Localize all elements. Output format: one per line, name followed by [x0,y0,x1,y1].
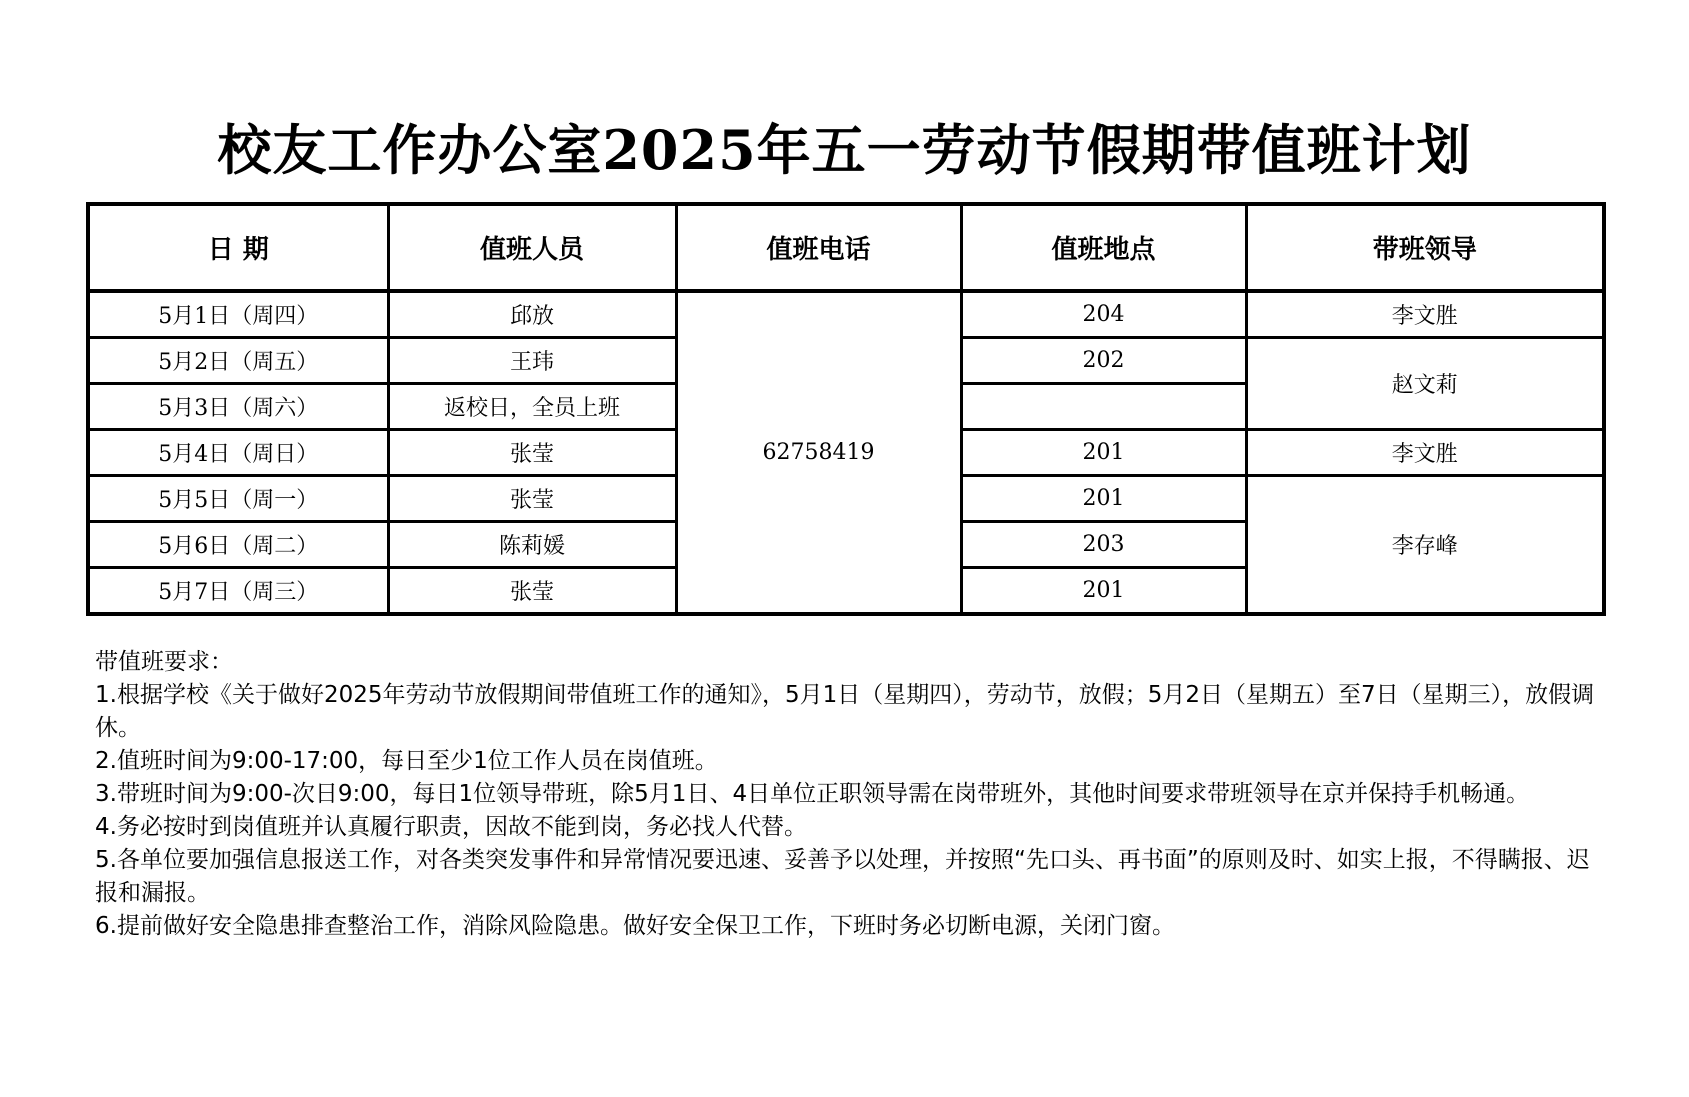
header-staff: 值班人员 [388,204,676,291]
date-cell: 5月4日（周日） [88,430,388,476]
location-cell: 204 [961,291,1246,338]
duty-schedule-table [86,202,1606,616]
location-cell: 202 [961,338,1246,384]
header-phone: 值班电话 [676,204,961,291]
duty-requirements [95,646,1610,943]
date-cell: 5月1日（周四） [88,291,388,338]
table-row [88,291,1604,338]
staff-cell: 王玮 [388,338,676,384]
leader-cell: 李存峰 [1246,476,1604,615]
date-cell: 5月5日（周一） [88,476,388,522]
header-date: 日 期 [88,204,388,291]
requirement-item: 4.务必按时到岗值班并认真履行职责，因故不能到岗，务必找人代替。 [95,814,807,840]
leader-cell: 赵文莉 [1246,338,1604,430]
header-leader: 带班领导 [1246,204,1604,291]
location-cell: 203 [961,522,1246,568]
requirement-item: 2.值班时间为9:00-17:00，每日至少1位工作人员在岗值班。 [95,748,718,774]
leader-cell: 李文胜 [1246,430,1604,476]
staff-cell: 张莹 [388,430,676,476]
phone-cell: 62758419 [676,291,961,614]
requirement-item: 1.根据学校《关于做好2025年劳动节放假期间带值班工作的通知》，5月1日（星期四），劳动节，放假；5月2日（星期五）至7日（星期三），放假调休。 [95,682,1595,741]
staff-cell: 张莹 [388,568,676,615]
date-cell: 5月7日（周三） [88,568,388,615]
location-cell: 201 [961,430,1246,476]
requirements-heading: 带值班要求： [95,649,233,675]
staff-cell: 返校日，全员上班 [388,384,676,430]
location-cell [961,384,1246,430]
location-cell: 201 [961,476,1246,522]
date-cell: 5月3日（周六） [88,384,388,430]
staff-cell: 张莹 [388,476,676,522]
requirement-item: 3.带班时间为9:00-次日9:00，每日1位领导带班，除5月1日、4日单位正职领导需在岗带班外，其他时间要求带班领导在京并保持手机畅通。 [95,781,1530,807]
date-cell: 5月6日（周二） [88,522,388,568]
date-cell: 5月2日（周五） [88,338,388,384]
staff-cell: 邱放 [388,291,676,338]
location-cell: 201 [961,568,1246,615]
staff-cell: 陈莉媛 [388,522,676,568]
requirement-item: 5.各单位要加强信息报送工作，对各类突发事件和异常情况要迅速、妥善予以处理，并按照“先口头、再书面”的原则及时、如实上报，不得瞒报、迟报和漏报。 [95,847,1590,906]
table-header-row [88,204,1604,291]
document-title: 校友工作办公室2025年五一劳动节假期带值班计划 [217,118,1472,182]
requirement-item: 6.提前做好安全隐患排查整治工作，消除风险隐患。做好安全保卫工作，下班时务必切断电源，关闭门窗。 [95,913,1175,939]
header-location: 值班地点 [961,204,1246,291]
leader-cell: 李文胜 [1246,291,1604,338]
